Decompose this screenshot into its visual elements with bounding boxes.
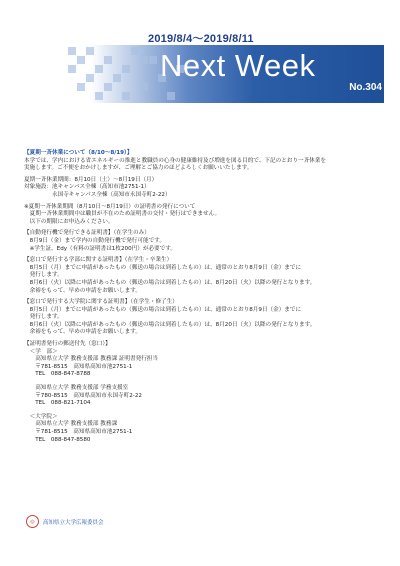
body-line: TEL 088-847-8580 <box>24 436 91 443</box>
banner-tile <box>104 83 112 91</box>
banner-tile <box>104 56 112 64</box>
body-line: 本学では、学内における省エネルギーの推進と教職員の心身の健康維持及び増進を図る目的で、下記のとおり一斉休業を <box>24 157 326 164</box>
banner-tile <box>167 92 175 100</box>
banner-tile <box>77 56 85 64</box>
banner-tile <box>131 47 139 55</box>
banner-tile <box>113 74 121 82</box>
body-line: ＜学 部＞ <box>24 348 58 355</box>
body-line: 8月9日（金）まで学内の自動発行機で発行可能です。 <box>24 237 165 244</box>
body-line: 【証明書発行の郵送付先（窓口）】 <box>24 341 111 348</box>
banner-tile <box>86 74 94 82</box>
body-line: 〒781-8515 高知県高知市池2751-1 <box>24 429 133 435</box>
body-line: 【窓口で発行する大学院に関する証明書】（在学生・修了生） <box>24 299 178 306</box>
body-line: 高知県立大学 教務支援部 教務課 証明書発行担当 <box>24 356 158 363</box>
body-line: 〒780-8515 高知県高知市永国寺町2-22 <box>24 392 142 399</box>
banner-tile <box>149 56 157 64</box>
body-line: 8月5日（月）までに申請があったもの（郵送の場合は到着したもの）は、通常のとおり8月9日（金）までに <box>24 264 302 271</box>
body-line: 夏期一斉休業期間中は職員が不在のため証明書の交付・発行はできません。 <box>24 211 221 218</box>
body-line: 8月5日（月）までに申請があったもの（郵送の場合は到着したもの）は、通常のとおり8月9日（金）までに <box>24 306 302 313</box>
body-line: TEL 088-847-8788 <box>24 371 91 378</box>
banner-tile <box>95 92 103 100</box>
footer-label: 高知県立大学広報委員会 <box>43 519 104 526</box>
banner-tile <box>122 92 130 100</box>
body-line: 高知県立大学 教務支援部 教務課 <box>24 421 118 428</box>
body-line: ※夏期一斉休業期間（8月10日～8月19日）の証明書の発行について <box>24 203 196 210</box>
banner-tile <box>77 83 85 91</box>
body-line: 【窓口で発行する学部に関する証明書】（在学生・卒業生） <box>24 257 173 264</box>
banner-tile <box>95 65 103 73</box>
body-line: 発行します。 <box>24 314 63 321</box>
banner-tile <box>122 65 130 73</box>
newsletter-title: Next Week <box>160 48 316 83</box>
university-seal-icon: ◎ <box>26 515 39 528</box>
body-line: 高知県立大学 教務支援部 学務支援室 <box>24 385 129 392</box>
body-line: ※学生証、Edy（有料の証明書は1枚200円）が必要です。 <box>24 245 176 252</box>
body-line: ＜大学院＞ <box>24 413 58 420</box>
section-heading: 【夏期一斉休業について（8/10～8/19）】 <box>24 150 133 156</box>
body-line: 8月6日（火）以降に申請があったもの（郵送の場合は到着したもの）は、8月20日（火）以降の発行となります。 <box>24 279 316 286</box>
banner-tile <box>140 56 148 64</box>
article-body <box>24 150 384 444</box>
body-line: 以下の期限にお申込みください。 <box>24 218 114 225</box>
body-line: 余裕をもって、早めの申請をお願いします。 <box>24 329 141 336</box>
banner-tile <box>68 47 76 55</box>
banner-tile <box>140 83 148 91</box>
body-line: 実施します。ご不便をおかけしますが、ご理解とご協力のほどよろしくお願いいたします。 <box>24 165 253 172</box>
body-line: 対象施設：池キャンパス全棟（高知市池2751-1） <box>24 184 150 191</box>
issue-number: No.304 <box>349 82 382 93</box>
body-line: TEL 088-821-7104 <box>24 400 91 407</box>
body-line: 夏期一斉休業期間：8月10日（土）～8月19日（月） <box>24 176 158 183</box>
body-line: 永国寺キャンパス全棟（高知市永国寺町2-22） <box>24 191 171 198</box>
body-line: 【自動発行機で発行できる証明書】（在学生のみ） <box>24 230 150 237</box>
body-line: 8月6日（火）以降に申請があったもの（郵送の場合は到着したもの）は、8月20日（火）以降の発行となります。 <box>24 321 316 328</box>
banner-tile <box>86 47 94 55</box>
body-line: 発行します。 <box>24 272 63 279</box>
date-range: 2019/8/4～2019/8/11 <box>148 33 254 45</box>
banner-tile <box>68 65 76 73</box>
body-line: 〒781-8515 高知県高知市池2751-1 <box>24 363 133 370</box>
body-line: 余裕をもって、早めの申請をお願いします。 <box>24 287 141 294</box>
footer <box>26 515 104 528</box>
